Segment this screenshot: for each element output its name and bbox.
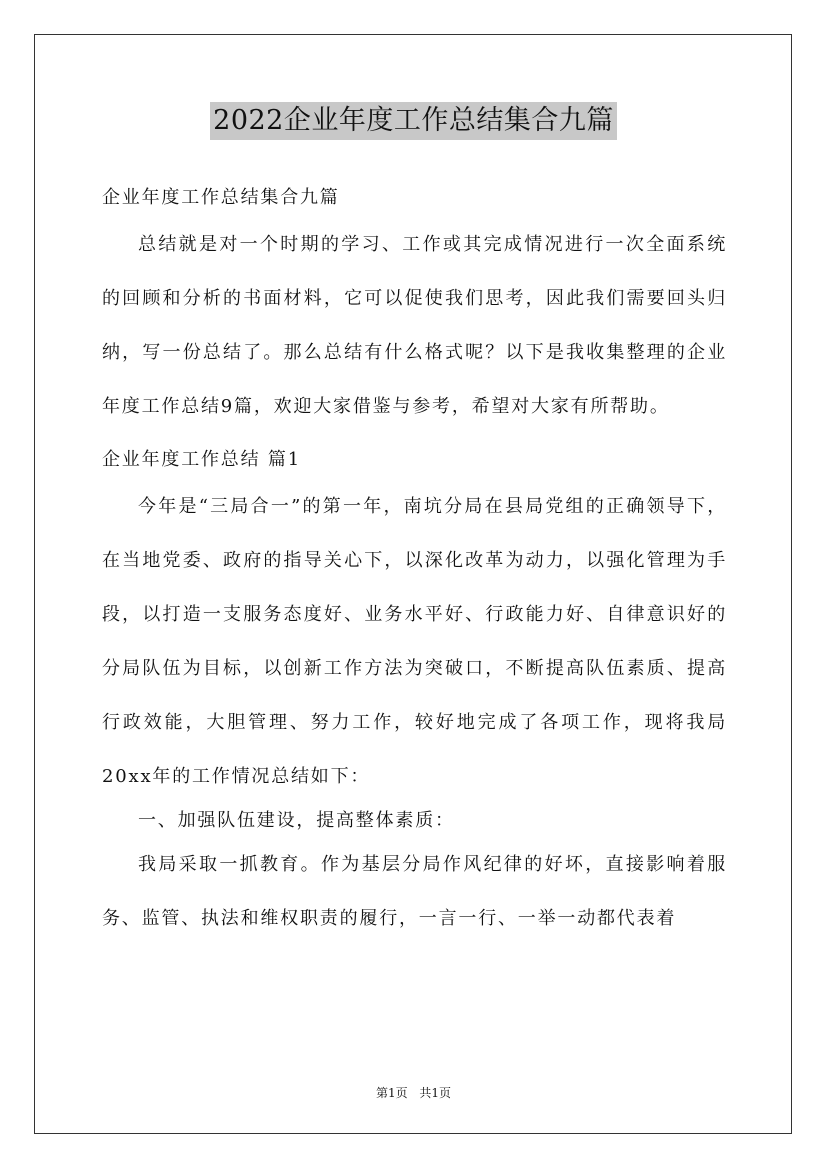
section-heading: 企业年度工作总结 篇1: [102, 449, 301, 470]
title-container: [0, 102, 827, 140]
page-total: 共1页: [419, 1086, 452, 1100]
document-body: [102, 178, 727, 940]
document-subtitle: 企业年度工作总结集合九篇: [102, 187, 340, 208]
page-number: 第1页: [375, 1086, 408, 1100]
page-footer: [0, 1084, 827, 1101]
section-paragraph: 今年是“三局合一”的第一年，南坑分局在县局党组的正确领导下，在当地党委、政府的指导关心下，以深化改革为动力，以强化管理为手段，以打造一支服务态度好、业务水平好、行政能力好、自律意识好的分局队伍为目标，以创新工作方法为突破口，不断提高队伍素质、提高行政效能，大胆管理、努力工作，较好地完成了各项工作，现将我局20xx年的工作情况总结如下：: [102, 496, 727, 787]
intro-paragraph: 总结就是对一个时期的学习、工作或其完成情况进行一次全面系统的回顾和分析的书面材料，它可以促使我们思考，因此我们需要回头归纳，写一份总结了。那么总结有什么格式呢？以下是我收集整理的企业年度工作总结9篇，欢迎大家借鉴与参考，希望对大家有所帮助。: [102, 234, 727, 417]
document-title: 2022企业年度工作总结集合九篇: [210, 102, 617, 140]
section-point-heading: 一、加强队伍建设，提高整体素质：: [138, 810, 455, 831]
section-paragraph: 我局采取一抓教育。作为基层分局作风纪律的好坏，直接影响着服务、监管、执法和维权职责的履行，一言一行、一举一动都代表着: [102, 854, 727, 929]
